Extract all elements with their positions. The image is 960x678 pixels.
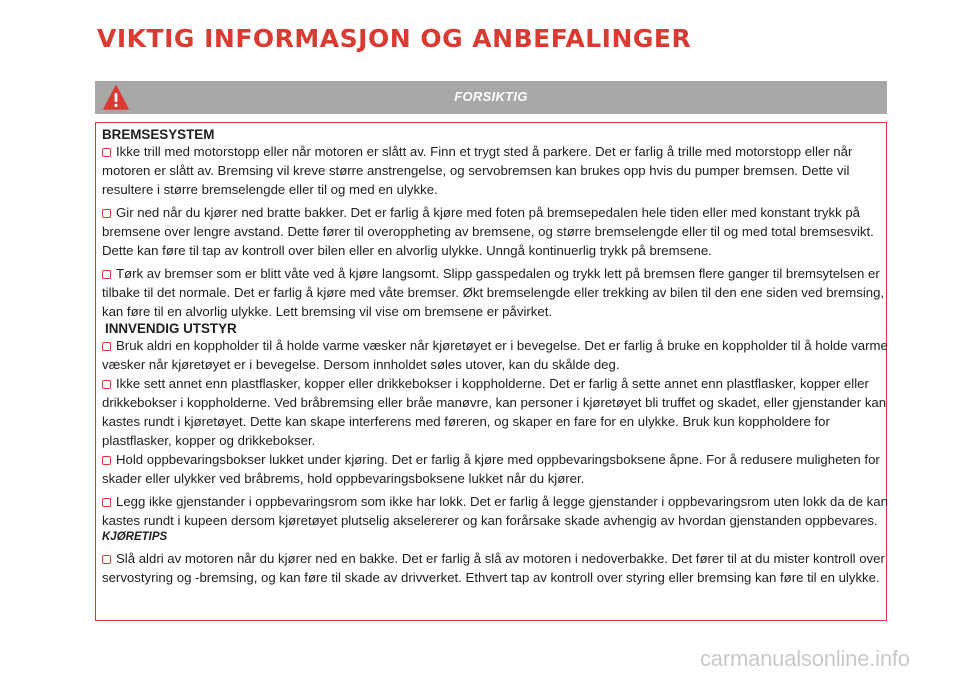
list-item <box>102 492 894 530</box>
section-heading-driving-tips: KJØRETIPS <box>102 531 168 543</box>
warning-label: FORSIKTIG <box>454 89 528 104</box>
bullet-icon <box>102 270 111 279</box>
list-item <box>102 374 894 450</box>
bullet-icon <box>102 380 111 389</box>
bullet-icon <box>102 456 111 465</box>
bullet-icon <box>102 342 111 351</box>
list-item <box>102 549 894 587</box>
bullet-icon <box>102 148 111 157</box>
page-title: VIKTIG INFORMASJON OG ANBEFALINGER <box>97 24 692 53</box>
bullet-icon <box>102 209 111 218</box>
watermark-link[interactable]: carmanualsonline.info <box>700 646 910 671</box>
section-heading-interior: INNVENDIG UTSTYR <box>105 321 237 336</box>
list-item-text: Ikke sett annet enn plastflasker, kopper eller drikkebokser i koppholderne. Det er farlig å sette annet enn plastflasker, kopper eller drikkebokser i koppholderne. Ved bråbremsing eller bråe manøvre, kan personer i kjøretøyet bli truffet og skadet, eller gjenstander kan kastes rundt i kjøretøyet. Dette kan skape interferens med føreren, og skaper en fare for en ulykke. Bruk kun koppholdere for plastflasker, kopper og drikkebokser. <box>102 376 887 448</box>
list-item-text: Gir ned når du kjører ned bratte bakker. Det er farlig å kjøre med foten på bremsepedalen hele tiden eller med konstant trykk på bremsene over lengre avstand. Dette fører til overoppheting av bremsene, og større bremselengde eller til og med total bremsesvikt. Dette kan føre til tap av kontroll over bilen eller en alvorlig ulykke. Unngå kontinuerlig trykk på bremsene. <box>102 205 874 258</box>
list-item <box>102 203 894 260</box>
list-item-text: Legg ikke gjenstander i oppbevaringsrom som ikke har lokk. Det er farlig å legge gjenstander i oppbevaringsrom uten lokk da de kan kastes rundt i kupeen dersom kjøretøyet plutselig akselererer og kan forårsake skade avhengig av hvordan gjenstanden oppbevares. <box>102 494 888 528</box>
list-item <box>102 142 894 199</box>
warning-header <box>95 81 887 114</box>
list-item <box>102 264 894 321</box>
list-item-text: Bruk aldri en koppholder til å holde varme væsker når kjøretøyet er i bevegelse. Det er farlig å bruke en koppholder til å holde varme væsker når kjøretøyet er i bevegelse. Dersom innholdet søles utover, kan du skålde deg. <box>102 338 888 372</box>
list-item <box>102 450 894 488</box>
list-item-text: Slå aldri av motoren når du kjører ned en bakke. Det er farlig å slå av motoren i nedoverbakke. Det fører til at du mister kontroll over servostyring og -bremsing, og kan føre til skade av drivverket. Ethvert tap av kontroll over styring eller bremsing kan føre til en ulykke. <box>102 551 885 585</box>
list-item-text: Hold oppbevaringsbokser lukket under kjøring. Det er farlig å kjøre med oppbevaringsboksene åpne. For å redusere muligheten for skader eller ulykker ved bråbrems, hold oppbevaringsboksene lukket når du kjører. <box>102 452 880 486</box>
warning-content <box>102 127 894 587</box>
section-heading-brakes: BREMSESYSTEM <box>102 127 215 142</box>
bullet-icon <box>102 498 111 507</box>
list-item <box>102 336 894 374</box>
list-item-text: Ikke trill med motorstopp eller når motoren er slått av. Finn et trygt sted å parkere. Det er farlig å trille med motorstopp eller når motoren er slått av. Bremsing vil kreve større anstrengelse, og servobremsen kan brukes opp hvis du pumper bremsen. Dette vil resultere i større bremselengde eller til og med en ulykke. <box>102 144 853 197</box>
bullet-icon <box>102 555 111 564</box>
list-item-text: Tørk av bremser som er blitt våte ved å kjøre langsomt. Slipp gasspedalen og trykk lett på bremsen flere ganger til bremsytelsen er tilbake til det normale. Det er farlig å kjøre med våte bremser. Økt bremselengde eller trekking av bilen til den ene siden ved bremsing, kan føre til en alvorlig ulykke. Lett bremsing vil vise om bremsene er påvirket. <box>102 266 885 319</box>
